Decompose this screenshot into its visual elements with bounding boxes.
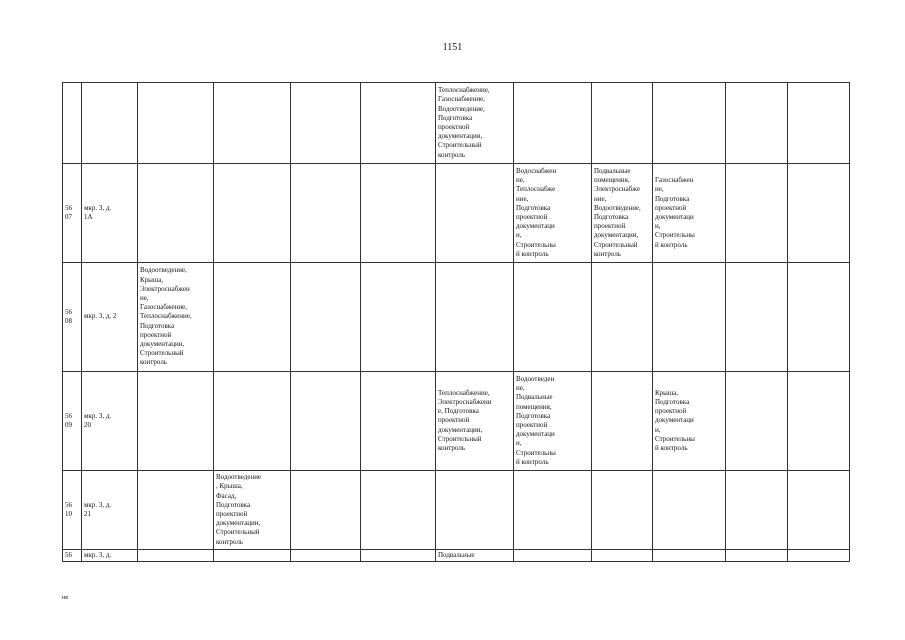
- table-row: [63, 263, 850, 372]
- works-cell: [214, 164, 291, 263]
- works-schedule-table: [62, 82, 850, 562]
- works-cell: [291, 164, 361, 263]
- works-cell: Водоотведен ие, Подвальные помещения, Подготовка проектной документаци и, Строительны й контроль: [514, 372, 592, 471]
- table-row: [63, 550, 850, 562]
- works-cell: [291, 471, 361, 550]
- works-cell: [214, 83, 291, 164]
- works-cell: Подвальные: [436, 550, 514, 562]
- works-cell: [291, 372, 361, 471]
- works-cell: [291, 263, 361, 372]
- works-cell: [653, 471, 726, 550]
- works-cell: Водоотведение , Крыша, Фасад, Подготовка проектной документации, Строительный контроль: [214, 471, 291, 550]
- row-number: 56 10: [63, 471, 82, 550]
- works-cell: [592, 263, 653, 372]
- works-cell: [138, 550, 214, 562]
- row-number: 56 09: [63, 372, 82, 471]
- works-cell: [653, 83, 726, 164]
- works-cell: [138, 164, 214, 263]
- empty-cell: [361, 471, 436, 550]
- empty-cell: [726, 263, 788, 372]
- works-cell: [653, 550, 726, 562]
- footer-mark: нв: [62, 595, 69, 601]
- works-cell: Водоснабжен ие, Теплоснабже ние, Подготовка проектной документаци и, Строительны й контроль: [514, 164, 592, 263]
- empty-cell: [788, 164, 850, 263]
- works-cell: Теплоснабжение, Электроснабжени е, Подготовка проектной документации, Строительный контроль: [436, 372, 514, 471]
- empty-cell: [361, 164, 436, 263]
- row-number: 56: [63, 550, 82, 562]
- address-cell: мкр. 3, д.: [82, 550, 138, 562]
- address-cell: мкр. 3, д. 2: [82, 263, 138, 372]
- works-cell: [592, 471, 653, 550]
- empty-cell: [788, 550, 850, 562]
- works-cell: [214, 372, 291, 471]
- works-cell: Газоснабжен ие, Подготовка проектной документаци и, Строительны й контроль: [653, 164, 726, 263]
- works-cell: [592, 550, 653, 562]
- table-row: [63, 372, 850, 471]
- works-cell: [214, 550, 291, 562]
- works-cell: Крыша, Подготовка проектной документаци и, Строительны й контроль: [653, 372, 726, 471]
- empty-cell: [788, 83, 850, 164]
- works-cell: [291, 550, 361, 562]
- empty-cell: [726, 550, 788, 562]
- empty-cell: [361, 550, 436, 562]
- row-number: 56 08: [63, 263, 82, 372]
- empty-cell: [788, 372, 850, 471]
- works-cell: [653, 263, 726, 372]
- empty-cell: [361, 263, 436, 372]
- works-cell: Подвальные помещения, Электроснабже ние, Водоотведение, Подготовка проектной документации, Строительный контроль: [592, 164, 653, 263]
- works-cell: [138, 83, 214, 164]
- works-cell: [592, 83, 653, 164]
- works-cell: [436, 164, 514, 263]
- empty-cell: [726, 372, 788, 471]
- works-cell: Водоотведение, Крыша, Электроснабжен ие, Газоснабжение, Теплоснабжение, Подготовка проектной документации, Строительный контроль: [138, 263, 214, 372]
- row-number: [63, 83, 82, 164]
- empty-cell: [726, 83, 788, 164]
- empty-cell: [361, 372, 436, 471]
- address-cell: мкр. 3, д. 1А: [82, 164, 138, 263]
- works-cell: [436, 263, 514, 372]
- works-cell: [514, 471, 592, 550]
- works-cell: [214, 263, 291, 372]
- works-cell: [514, 263, 592, 372]
- works-cell: [291, 83, 361, 164]
- address-cell: [82, 83, 138, 164]
- works-cell: [436, 471, 514, 550]
- row-number: 56 07: [63, 164, 82, 263]
- page-number: 1151: [442, 42, 463, 53]
- works-cell: [514, 550, 592, 562]
- address-cell: мкр. 3, д. 20: [82, 372, 138, 471]
- works-cell: [138, 471, 214, 550]
- empty-cell: [726, 471, 788, 550]
- works-cell: [592, 372, 653, 471]
- works-cell: [514, 83, 592, 164]
- table-row: [63, 164, 850, 263]
- empty-cell: [788, 263, 850, 372]
- empty-cell: [788, 471, 850, 550]
- table-row: [63, 471, 850, 550]
- empty-cell: [361, 83, 436, 164]
- table-row: [63, 83, 850, 164]
- address-cell: мкр. 3, д. 21: [82, 471, 138, 550]
- works-cell: Теплоснабжение, Газоснабжение, Водоотведение, Подготовка проектной документации, Строительный контроль: [436, 83, 514, 164]
- empty-cell: [726, 164, 788, 263]
- works-cell: [138, 372, 214, 471]
